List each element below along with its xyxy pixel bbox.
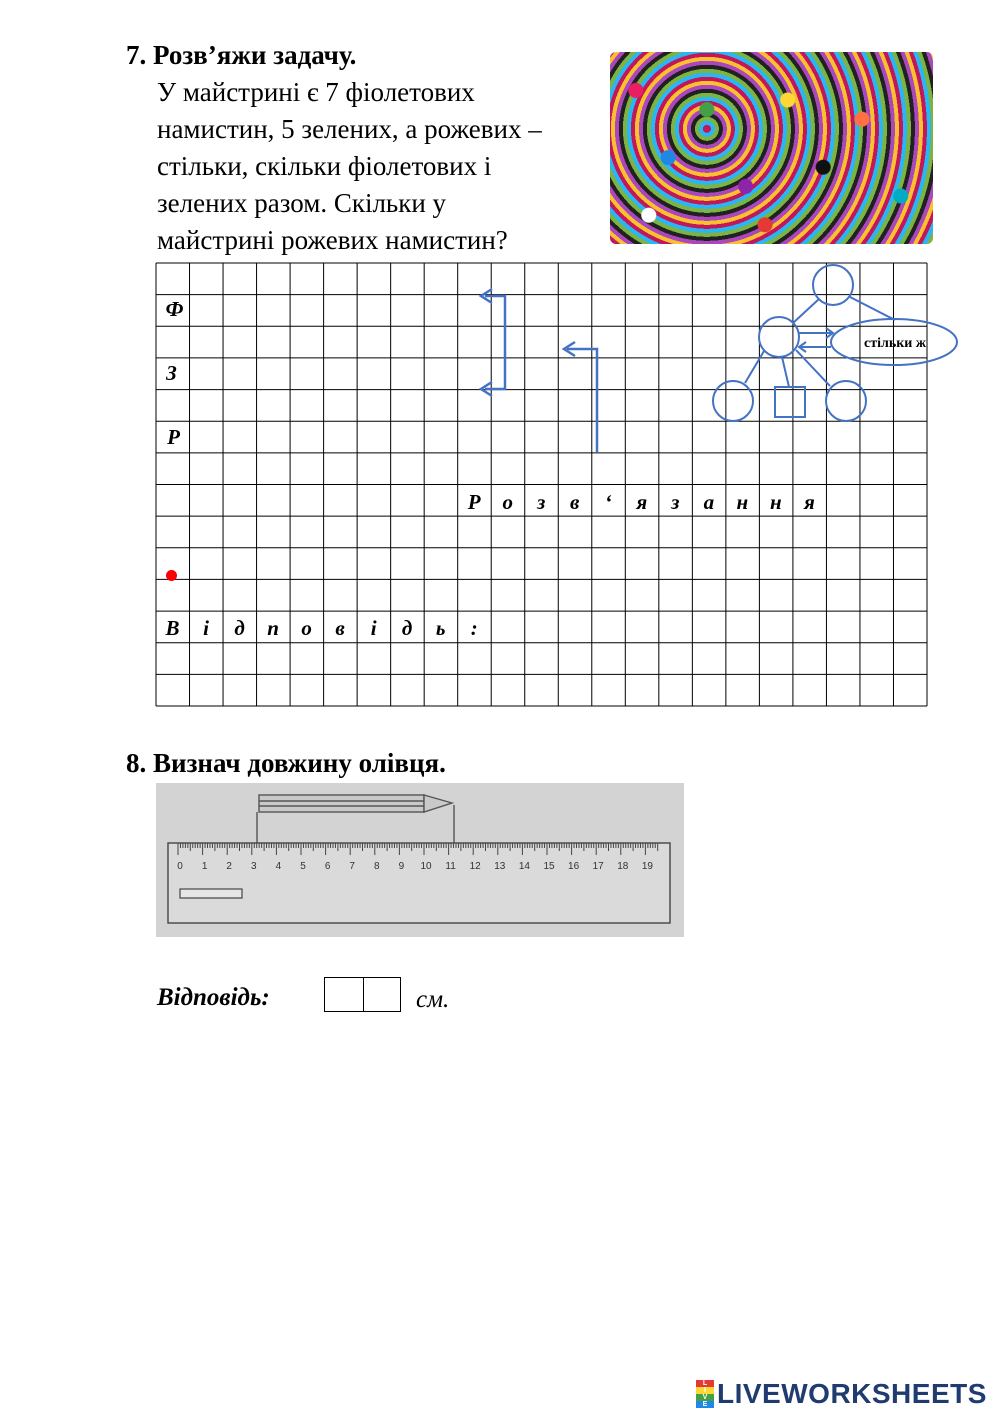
- ruler-number: 7: [349, 861, 355, 872]
- solution-letter: н: [770, 489, 782, 514]
- center-square: [775, 387, 805, 417]
- solution-letter: Р: [467, 489, 481, 514]
- ruler-body: [168, 843, 670, 923]
- ruler-illustration: [156, 783, 684, 937]
- answer-letter: в: [335, 616, 345, 641]
- bracket-line: [485, 296, 505, 389]
- answer-letter: ь: [435, 616, 446, 641]
- problem-line: намистин, 5 зелених, а рожевих –: [157, 114, 542, 144]
- ruler-number: 11: [445, 861, 456, 872]
- problem-line: стільки, скільки фіолетових і: [157, 151, 492, 181]
- ruler-number: 0: [177, 861, 183, 872]
- ruler-slot: [180, 889, 242, 898]
- pencil-body: [259, 795, 424, 812]
- ruler-number: 13: [494, 861, 506, 872]
- right-circle: [826, 381, 866, 421]
- answer-box-divider: [363, 978, 364, 1011]
- answer-letter: о: [301, 616, 312, 641]
- problem-line: У майстрині є 7 фіолетових: [157, 77, 475, 107]
- left-circle: [713, 381, 753, 421]
- solution-letter: о: [502, 489, 513, 514]
- label-green: З: [166, 361, 177, 385]
- answer-letter: В: [165, 616, 180, 641]
- task8-answer-label: Відповідь:: [157, 984, 270, 1011]
- answer-letter: :: [470, 616, 478, 641]
- ruler-number: 8: [374, 861, 380, 872]
- ruler-number: 4: [275, 861, 282, 872]
- ruler-number: 17: [592, 861, 604, 872]
- solution-letter: ‘: [604, 489, 612, 514]
- solution-letter: а: [703, 489, 715, 514]
- ruler-number: 15: [543, 861, 555, 872]
- ruler-number: 10: [420, 861, 432, 872]
- ruler-number: 6: [324, 861, 331, 872]
- answer-letter: д: [234, 616, 245, 641]
- ruler-photo: [156, 783, 684, 937]
- problem-line: зелених разом. Скільки у: [157, 188, 447, 218]
- ruler-number: 16: [568, 861, 580, 872]
- unit-label: см.: [416, 986, 450, 1013]
- solution-letter: з: [671, 489, 680, 514]
- answer-box[interactable]: [324, 977, 401, 1012]
- ruler-number: 9: [398, 861, 405, 872]
- ruler-number: 2: [226, 861, 232, 872]
- answer-letter: і: [370, 616, 377, 641]
- label-pink: Р: [167, 425, 180, 449]
- label-violet: Ф: [165, 297, 184, 321]
- solution-letter: я: [636, 489, 648, 514]
- solution-letter: з: [537, 489, 546, 514]
- diagram-label: стільки ж: [863, 336, 927, 351]
- solution-letter: н: [736, 489, 749, 514]
- ruler-number: 12: [469, 861, 481, 872]
- logo-badge-icon: L I V E: [696, 1380, 714, 1408]
- ruler-number: 19: [641, 861, 653, 872]
- answer-letter: і: [203, 616, 209, 641]
- ruler-number: 14: [518, 861, 530, 872]
- solution-letter: в: [570, 489, 580, 514]
- problem-line: майстрині рожевих намистин?: [157, 225, 508, 255]
- ruler-number: 1: [201, 861, 208, 872]
- ruler-number: 5: [300, 861, 306, 872]
- answer-letter: д: [401, 616, 413, 641]
- liveworksheets-logo: [696, 1378, 987, 1410]
- logo-text: LIVEWORKSHEETS: [717, 1378, 987, 1409]
- task8-title: 8. Визнач довжину олівця.: [126, 748, 446, 778]
- solution-letter: я: [803, 489, 815, 514]
- l-arrow: [567, 349, 597, 452]
- answer-letter: п: [267, 616, 279, 641]
- ruler-number: 3: [251, 861, 257, 872]
- task7-title: 7. Розв’яжи задачу.: [126, 40, 357, 70]
- pencil-tip: [424, 795, 452, 812]
- ruler-number: 18: [617, 861, 629, 872]
